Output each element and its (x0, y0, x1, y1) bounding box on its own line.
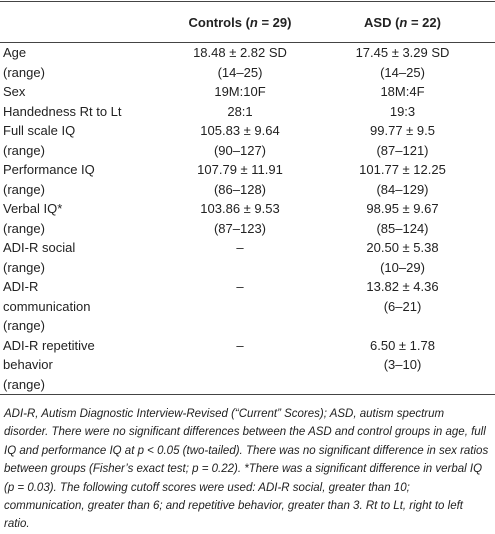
controls-value: (87–123) (213, 220, 267, 236)
controls-value: 105.83 ± 9.64 (200, 123, 280, 139)
row-label: (range) (3, 181, 45, 197)
row-label: Sex (3, 84, 26, 100)
controls-value: 103.86 ± 9.53 (200, 201, 280, 217)
table-row (0, 82, 495, 102)
row-label: (range) (3, 220, 45, 236)
table-header-row (0, 2, 495, 43)
asd-value: (84–129) (376, 181, 429, 197)
row-label: Performance IQ (3, 162, 95, 178)
asd-value: 17.45 ± 3.29 SD (355, 45, 450, 61)
row-label: Handedness Rt to Lt (3, 103, 122, 119)
header-asd-n: n (399, 14, 408, 30)
row-label: ADI-R social (3, 240, 76, 256)
table-row (0, 375, 495, 395)
controls-value (170, 355, 310, 375)
table-row (0, 258, 495, 278)
table-row (0, 180, 495, 200)
asd-value: 99.77 ± 9.5 (370, 123, 435, 139)
row-label: ADI-R (3, 279, 39, 295)
table-row (0, 355, 495, 375)
row-label: Age (3, 45, 27, 61)
header-label-column (0, 2, 170, 43)
table-footnote: ADI-R, Autism Diagnostic Interview-Revised (“Current” Scores); ASD, autism spectrum disorder. There were no significant differences between the ASD and control groups in age, full IQ and performance IQ at p < 0.05 (two-tailed). There was no significant difference in sex ratios between groups (Fisher’s exact test; p = 0.22). *There was a significant difference in verbal IQ (p = 0.03). The following cutoff scores were used: ADI-R social, greater than 10; communication, greater than 6; and repetitive behavior, greater than 3. Rt to Lt, right to left ratio. (4, 408, 489, 531)
table-row (0, 160, 495, 180)
header-asd (310, 2, 495, 43)
controls-value: 107.79 ± 11.91 (197, 162, 283, 178)
asd-value: 20.50 ± 5.38 (366, 240, 439, 256)
table-row (0, 277, 495, 297)
asd-value: 18M:4F (380, 84, 425, 100)
table-row (0, 63, 495, 83)
controls-value: 28:1 (227, 103, 253, 119)
asd-value: (85–124) (376, 220, 429, 236)
asd-value (310, 375, 495, 395)
table-row (0, 219, 495, 239)
controls-value: (14–25) (217, 64, 263, 80)
asd-value: (10–29) (380, 259, 425, 275)
asd-value (310, 316, 495, 336)
table-row (0, 102, 495, 122)
controls-value: – (236, 279, 244, 295)
header-asd-eq: = 22) (407, 14, 441, 30)
row-label: ADI-R repetitive (3, 337, 95, 353)
asd-value: (14–25) (380, 64, 425, 80)
controls-value (170, 258, 310, 278)
table-row (0, 199, 495, 219)
controls-value: 19M:10F (214, 84, 266, 100)
controls-value: – (236, 337, 244, 353)
row-label: communication (3, 298, 91, 314)
header-controls-label: Controls ( (188, 14, 250, 30)
row-label: (range) (3, 318, 45, 334)
row-label: (range) (3, 64, 45, 80)
table-body (0, 43, 495, 395)
table-row (0, 336, 495, 356)
table-row (0, 297, 495, 317)
asd-value: (6–21) (383, 298, 422, 314)
asd-value: 98.95 ± 9.67 (366, 201, 439, 217)
row-label: behavior (3, 357, 53, 373)
asd-value: 6.50 ± 1.78 (370, 337, 435, 353)
asd-value: 19:3 (389, 103, 416, 119)
asd-value: 101.77 ± 12.25 (359, 162, 446, 178)
row-label: (range) (3, 142, 45, 158)
table-row (0, 316, 495, 336)
demographics-table (0, 1, 495, 395)
controls-value (170, 375, 310, 395)
asd-value: (87–121) (376, 142, 429, 158)
table-row (0, 43, 495, 63)
controls-value (170, 316, 310, 336)
header-controls-n: n (249, 14, 258, 30)
table-row (0, 121, 495, 141)
controls-value: – (236, 240, 244, 256)
row-label: (range) (3, 259, 45, 275)
controls-value: 18.48 ± 2.82 SD (193, 45, 287, 61)
header-controls (170, 2, 310, 43)
controls-value: (86–128) (213, 181, 267, 197)
row-label: Full scale IQ (3, 123, 76, 139)
row-label: (range) (0, 375, 170, 395)
table-row (0, 238, 495, 258)
row-label: Verbal IQ* (3, 201, 63, 217)
header-asd-label: ASD ( (364, 14, 400, 30)
asd-value: (3–10) (383, 357, 422, 373)
header-controls-eq: = 29) (257, 14, 292, 30)
controls-value (170, 297, 310, 317)
controls-value: (90–127) (213, 142, 267, 158)
asd-value: 13.82 ± 4.36 (366, 279, 439, 295)
table-row (0, 141, 495, 161)
